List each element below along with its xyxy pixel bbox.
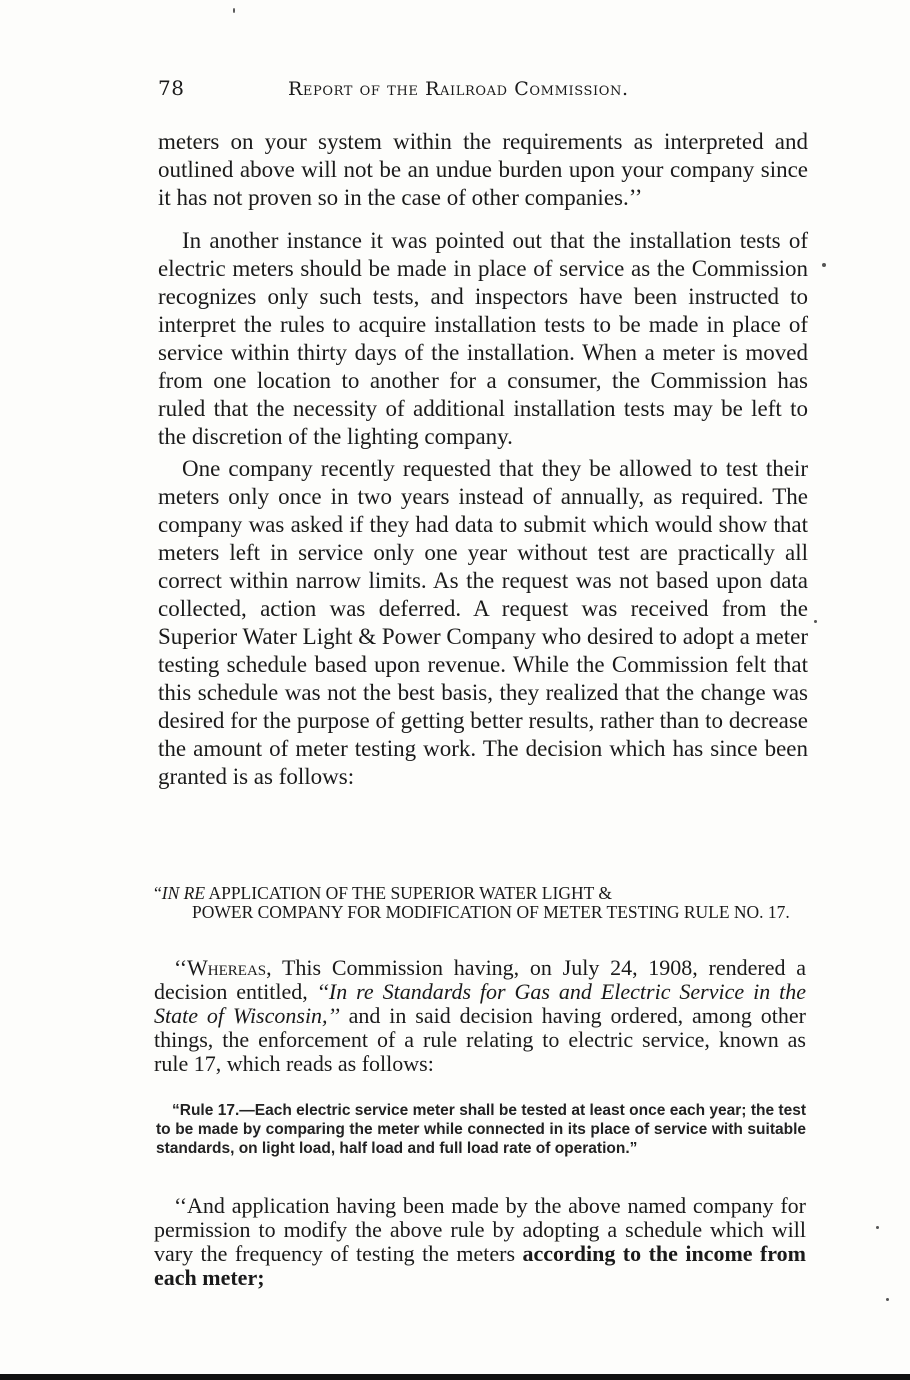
application-bold-line: according to the income from each meter; xyxy=(154,1241,806,1290)
application-text: ‘‘And application having been made by the above named company for permission to modify the above rule by adopting a schedule which will vary the frequency of testing the meters xyxy=(154,1193,806,1266)
caption-title-first: APPLICATION OF THE SUPERIOR WATER LIGHT & xyxy=(205,883,612,903)
whereas-text-1: This Commission having, on July 24, 1908, rendered a decision entitled, xyxy=(154,955,806,1004)
paragraph-installation-tests: In another instance it was pointed out that the installation tests of electric meters should be made in place of service as the Commission recognizes only such tests, and inspectors have been instructed to interpret the rules to acquire installation tests to be made in place of service within thirty days of the installation. When a meter is moved from one location to another for a consumer, the Commission has ruled that the necessity of additional installation tests may be left to the discretion of the lighting company. xyxy=(158,228,808,449)
page-number: 78 xyxy=(158,76,185,100)
scan-speck xyxy=(233,8,235,13)
scan-speck xyxy=(886,1298,889,1301)
whereas-lead: ‘‘Whereas, xyxy=(174,955,272,980)
decision-caption xyxy=(154,884,810,922)
scan-speck xyxy=(822,263,826,267)
scan-speck xyxy=(814,620,817,623)
paragraph-continued: meters on your system within the requirements as interpreted and outlined above will not be an undue burden upon your company since it has not proven so in the case of other companies.’’ xyxy=(158,129,808,210)
page-header xyxy=(158,76,678,106)
whereas-paragraph xyxy=(154,956,806,1076)
caption-open-quote: “ xyxy=(154,883,162,903)
rule-17-text: “Rule 17.—Each electric service meter shall be tested at least once each year; the test to be made by comparing the meter while connected in its place of service with suitable standards, on light load, half load and full load rate of operation.” xyxy=(156,1102,806,1157)
scan-bottom-edge xyxy=(0,1374,910,1380)
application-clause xyxy=(154,1194,806,1290)
scan-speck xyxy=(876,1226,879,1229)
whereas-text-2: and in said decision having ordered, among other things, the enforcement of a rule relating to electric service, known as rule 17, which reads as follows: xyxy=(154,1003,806,1076)
body-text xyxy=(158,128,808,791)
whereas-decision-title: ‘‘In re Standards for Gas and Electric Service in the State of Wisconsin,’’ xyxy=(154,979,807,1028)
whereas-clause xyxy=(154,956,806,1076)
paragraph-company-request: One company recently requested that they be allowed to test their meters only once in two years instead of annually, as required. The company was asked if they had data to submit which would show that meters left in service only one year without test are practically all correct within narrow limits. As the request was not based upon data collected, action was deferred. A request was received from the Superior Water Light & Power Company who desired to adopt a meter testing schedule based upon revenue. While the Commission felt that this schedule was not the best basis, they realized that the change was desired for the purpose of getting better results, rather than to decrease the amount of meter testing work. The decision which has since been granted is as follows: xyxy=(158,456,808,789)
application-paragraph xyxy=(154,1194,806,1290)
running-head: Report of the Railroad Commission. xyxy=(288,78,629,100)
rule-17-quote xyxy=(156,1101,806,1158)
caption-in-re: IN RE xyxy=(161,883,206,903)
caption-first-line xyxy=(154,884,810,903)
caption-title-rest: POWER COMPANY FOR MODIFICATION OF METER TESTING RULE NO. 17. xyxy=(192,902,790,922)
